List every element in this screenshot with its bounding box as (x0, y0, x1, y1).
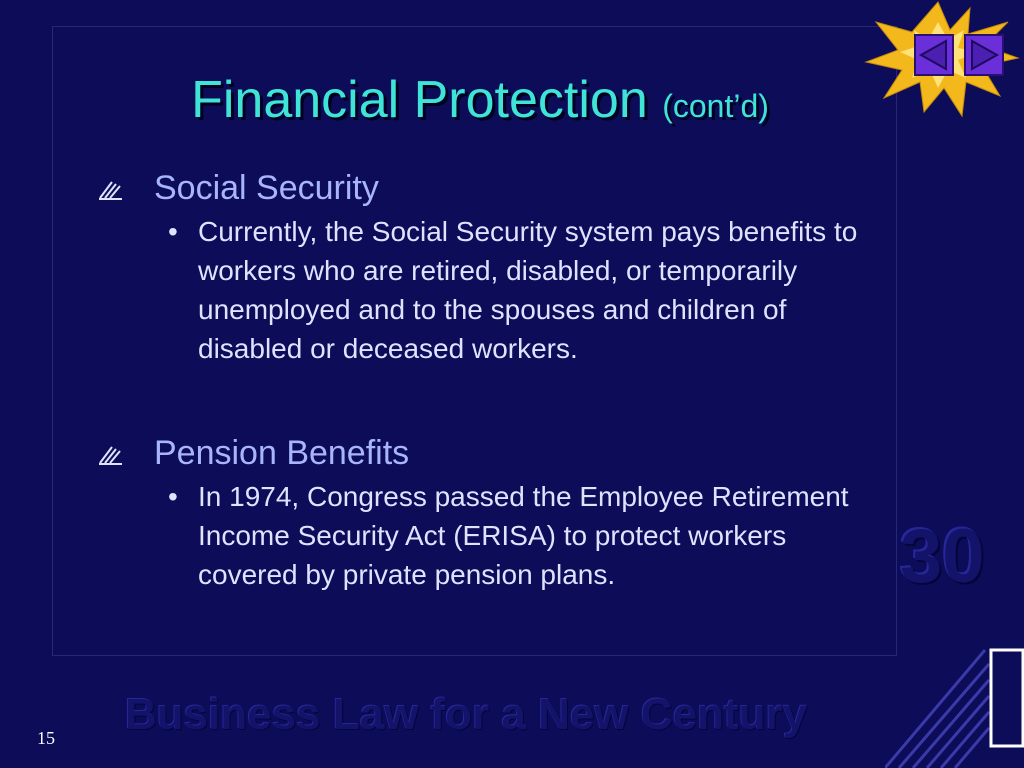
slanted-bars-bullet-icon (98, 441, 124, 467)
item-text: In 1974, Congress passed the Employee Retirement Income Security Act (ERISA) to protect workers covered by private pension plans. (198, 481, 849, 590)
slide-title (0, 70, 960, 136)
slanted-bars-bullet-icon (98, 176, 124, 202)
next-slide-button[interactable] (964, 34, 1004, 76)
chapter-number: 30 (900, 514, 985, 599)
dot-bullet-icon: • (168, 481, 178, 512)
item-text: Currently, the Social Security system pays benefits to workers who are retired, disabled, or temporarily unemployed and to the spouses and children of disabled or deceased workers. (198, 216, 858, 364)
title-main: Financial Protection (191, 71, 648, 129)
title-sub: (cont’d) (662, 88, 769, 124)
decorative-box (991, 650, 1023, 746)
left-triangle-icon (914, 34, 954, 76)
dot-bullet-icon: • (168, 216, 178, 247)
item-heading: Pension Benefits (154, 434, 410, 472)
sub-bullet (168, 477, 858, 594)
navigation-panel (858, 0, 1024, 122)
sub-bullet (168, 212, 858, 368)
book-title-watermark: Business Law for a New Century (125, 690, 808, 739)
previous-slide-button[interactable] (914, 34, 954, 76)
page-number: 15 (37, 728, 55, 748)
decorative-diagonal-lines (885, 640, 1024, 768)
item-heading: Social Security (154, 169, 379, 207)
right-triangle-icon (964, 34, 1004, 76)
